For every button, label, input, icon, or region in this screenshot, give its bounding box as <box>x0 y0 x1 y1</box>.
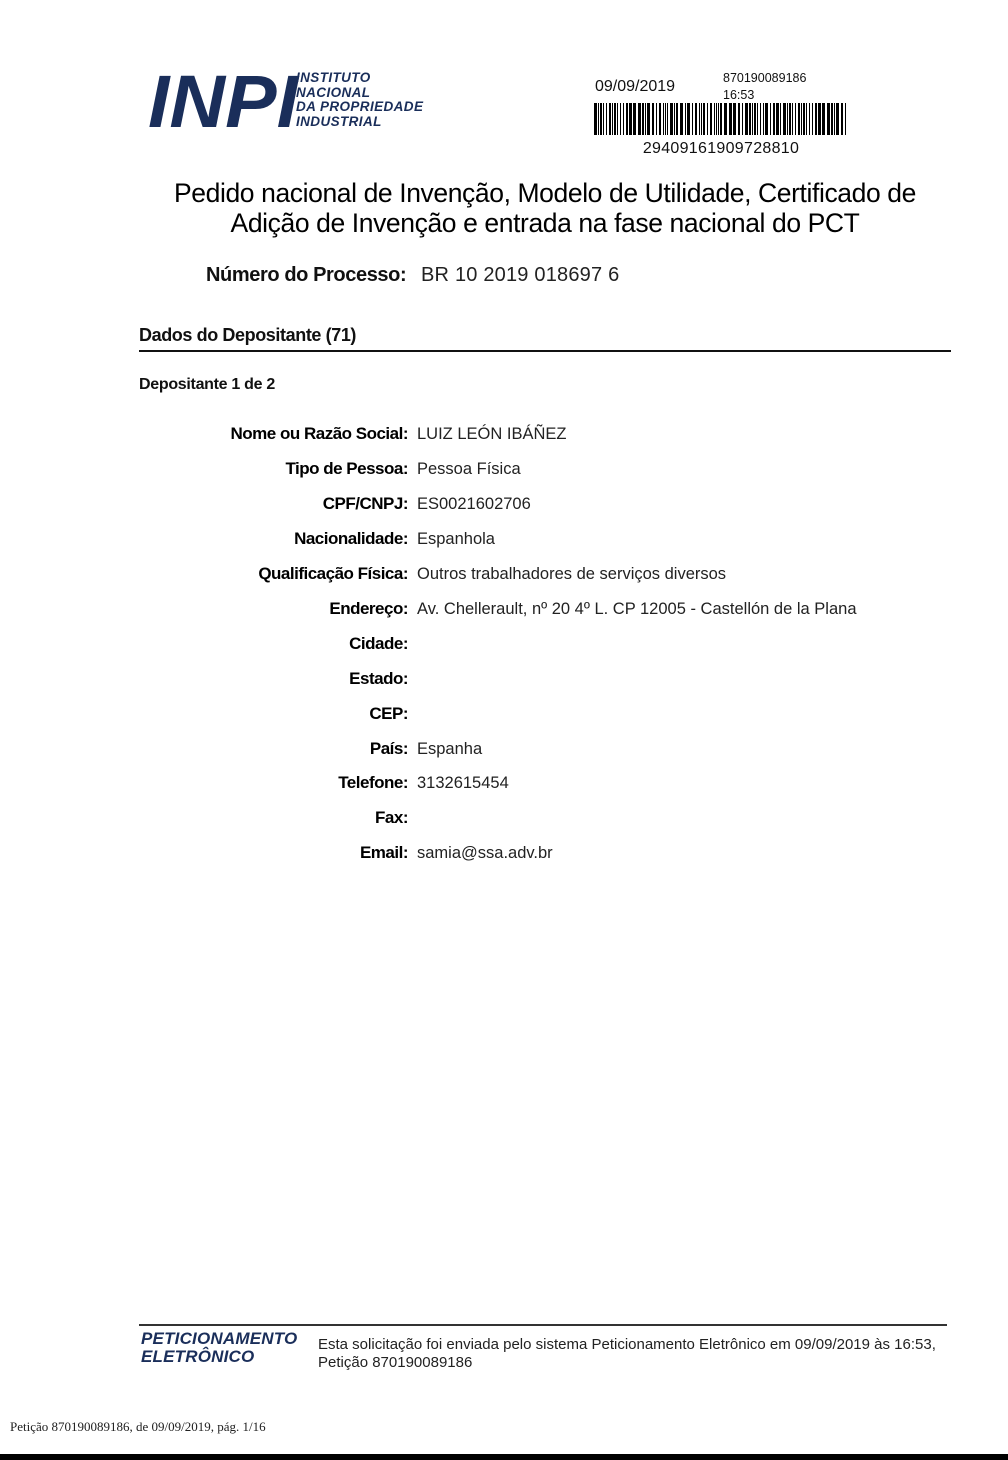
barcode-bar <box>780 103 781 135</box>
barcode-bar <box>716 103 717 135</box>
barcode-bar <box>770 103 771 135</box>
field-label: CEP: <box>369 704 408 723</box>
barcode-bar <box>789 103 791 135</box>
barcode-bar <box>803 103 805 135</box>
barcode-bar <box>749 103 751 135</box>
field-label: Fax: <box>375 808 408 827</box>
section-title: Dados do Depositante (71) <box>139 325 357 345</box>
logo-line: NACIONAL <box>296 84 371 100</box>
stamp-time: 16:53 <box>723 88 755 102</box>
logo-line: DA PROPRIEDADE <box>296 99 424 114</box>
barcode-bar <box>729 103 732 135</box>
barcode-bar <box>598 103 599 135</box>
barcode-bar <box>841 103 843 135</box>
barcode <box>594 103 848 135</box>
field-value: samia@ssa.adv.br <box>417 844 553 862</box>
barcode-bar <box>692 103 693 135</box>
field-label: País: <box>369 739 408 758</box>
barcode-bar <box>724 103 727 135</box>
barcode-bar <box>667 103 668 135</box>
barcode-bar <box>806 103 807 135</box>
barcode-bar <box>783 103 786 135</box>
barcode-bar <box>738 103 740 135</box>
process-number-value: BR 10 2019 018697 6 <box>421 264 620 286</box>
barcode-bar <box>792 103 793 135</box>
barcode-bar <box>798 103 800 135</box>
process-number-label: Número do Processo: <box>206 264 407 286</box>
barcode-bar <box>614 103 616 135</box>
barcode-bar <box>633 103 636 135</box>
barcode-bar <box>765 103 768 135</box>
barcode-bar <box>680 103 683 135</box>
logo-line: INDUSTRIAL <box>296 113 382 129</box>
barcode-bar <box>710 103 712 135</box>
stamp-date: 09/09/2019 <box>595 78 676 95</box>
field-label: Tipo de Pessoa: <box>285 459 408 478</box>
barcode-bar <box>674 103 675 135</box>
inpi-logo-text <box>296 71 423 129</box>
barcode-bar <box>663 103 664 135</box>
scan-edge-bar <box>0 1454 1008 1460</box>
barcode-bar <box>763 103 764 135</box>
barcode-bar <box>603 103 604 135</box>
field-value: Outros trabalhadores de serviços diversos <box>417 565 727 583</box>
barcode-bar <box>831 103 833 135</box>
barcode-bar <box>620 103 621 135</box>
field-label: Qualificação Física: <box>258 564 408 583</box>
barcode-bar <box>818 103 821 135</box>
barcode-bar <box>812 103 813 135</box>
field-value: Pessoa Física <box>417 460 521 478</box>
field-value: LUIZ LEÓN IBÁÑEZ <box>417 425 567 443</box>
barcode-bar <box>845 103 846 135</box>
barcode-bar <box>652 103 654 135</box>
barcode-bar <box>623 103 624 135</box>
barcode-bar <box>638 103 641 135</box>
field-label: Nome ou Razão Social: <box>230 424 408 443</box>
field-label: Email: <box>359 843 408 862</box>
field-value: ES0021602706 <box>417 495 531 513</box>
barcode-bar <box>834 103 835 135</box>
barcode-bar <box>609 103 611 135</box>
barcode-bar <box>809 103 810 135</box>
barcode-bar <box>760 103 761 135</box>
barcode-number: 29409161909728810 <box>642 140 800 157</box>
field-value: 3132615454 <box>417 774 509 792</box>
page-footer: Petição 870190089186, de 09/09/2019, pág. 1/16 <box>10 1419 266 1434</box>
barcode-bar <box>665 103 666 135</box>
barcode-bar <box>773 103 775 135</box>
stamp-petition-number: 870190089186 <box>723 71 807 85</box>
title-line-1: Pedido nacional de Invenção, Modelo de Utilidade, Certificado de <box>174 178 916 208</box>
footer-logo-line: PETICIONAMENTO <box>141 1329 298 1348</box>
barcode-bar <box>659 103 661 135</box>
barcode-bar <box>742 103 743 135</box>
inpi-logo-mark: INPI <box>148 70 300 130</box>
barcode-bar <box>836 103 839 135</box>
field-label: Telefone: <box>338 773 408 792</box>
field-label: Nacionalidade: <box>294 529 408 548</box>
barcode-bar <box>787 103 788 135</box>
barcode-bar <box>701 103 702 135</box>
barcode-bar <box>656 103 657 135</box>
barcode-bar <box>752 103 753 135</box>
inpi-logo <box>148 70 300 130</box>
barcode-bar <box>707 103 708 135</box>
footer-logo-line: ELETRÔNICO <box>141 1347 255 1366</box>
field-value: Espanhola <box>417 530 495 548</box>
field-value: Av. Chellerault, nº 20 4º L. CP 12005 - Castellón de la Plana <box>417 600 857 618</box>
barcode-bar <box>594 103 597 135</box>
peticionamento-logo <box>141 1330 297 1366</box>
barcode-bar <box>754 103 756 135</box>
barcode-bar <box>629 103 632 135</box>
section-divider <box>139 350 951 352</box>
barcode-bar <box>687 103 690 135</box>
barcode-bar <box>776 103 779 135</box>
barcode-bar <box>617 103 618 135</box>
barcode-bar <box>815 103 817 135</box>
barcode-bar <box>699 103 700 135</box>
submission-note: Esta solicitação foi enviada pelo sistema Peticionamento Eletrônico em 09/09/2019 às 16:53, Petição 870190089186 <box>318 1336 936 1371</box>
field-label: Estado: <box>349 669 408 688</box>
barcode-bar <box>647 103 650 135</box>
barcode-bar <box>685 103 686 135</box>
barcode-bar <box>822 103 825 135</box>
barcode-bar <box>718 103 719 135</box>
barcode-bar <box>733 103 736 135</box>
field-label: Cidade: <box>349 634 408 653</box>
barcode-bar <box>720 103 722 135</box>
barcode-bar <box>801 103 802 135</box>
barcode-bar <box>676 103 678 135</box>
field-value: Espanha <box>417 740 483 758</box>
field-label: Endereço: <box>329 599 408 618</box>
barcode-bar <box>795 103 796 135</box>
document-title <box>90 178 1000 238</box>
barcode-bar <box>600 103 602 135</box>
barcode-bar <box>827 103 830 135</box>
barcode-bar <box>645 103 646 135</box>
barcode-bar <box>606 103 607 135</box>
barcode-bar <box>695 103 697 135</box>
footer-divider <box>139 1324 947 1326</box>
barcode-bar <box>626 103 628 135</box>
barcode-bar <box>714 103 715 135</box>
barcode-bar <box>642 103 644 135</box>
depositor-count: Depositante 1 de 2 <box>139 376 275 393</box>
barcode-bar <box>703 103 705 135</box>
barcode-bar <box>745 103 748 135</box>
field-label: CPF/CNPJ: <box>322 494 408 513</box>
barcode-bar <box>612 103 613 135</box>
logo-line: INSTITUTO <box>296 70 371 85</box>
barcode-bar <box>670 103 673 135</box>
title-line-2: Adição de Invenção e entrada na fase nacional do PCT <box>230 208 860 238</box>
barcode-bar <box>757 103 758 135</box>
